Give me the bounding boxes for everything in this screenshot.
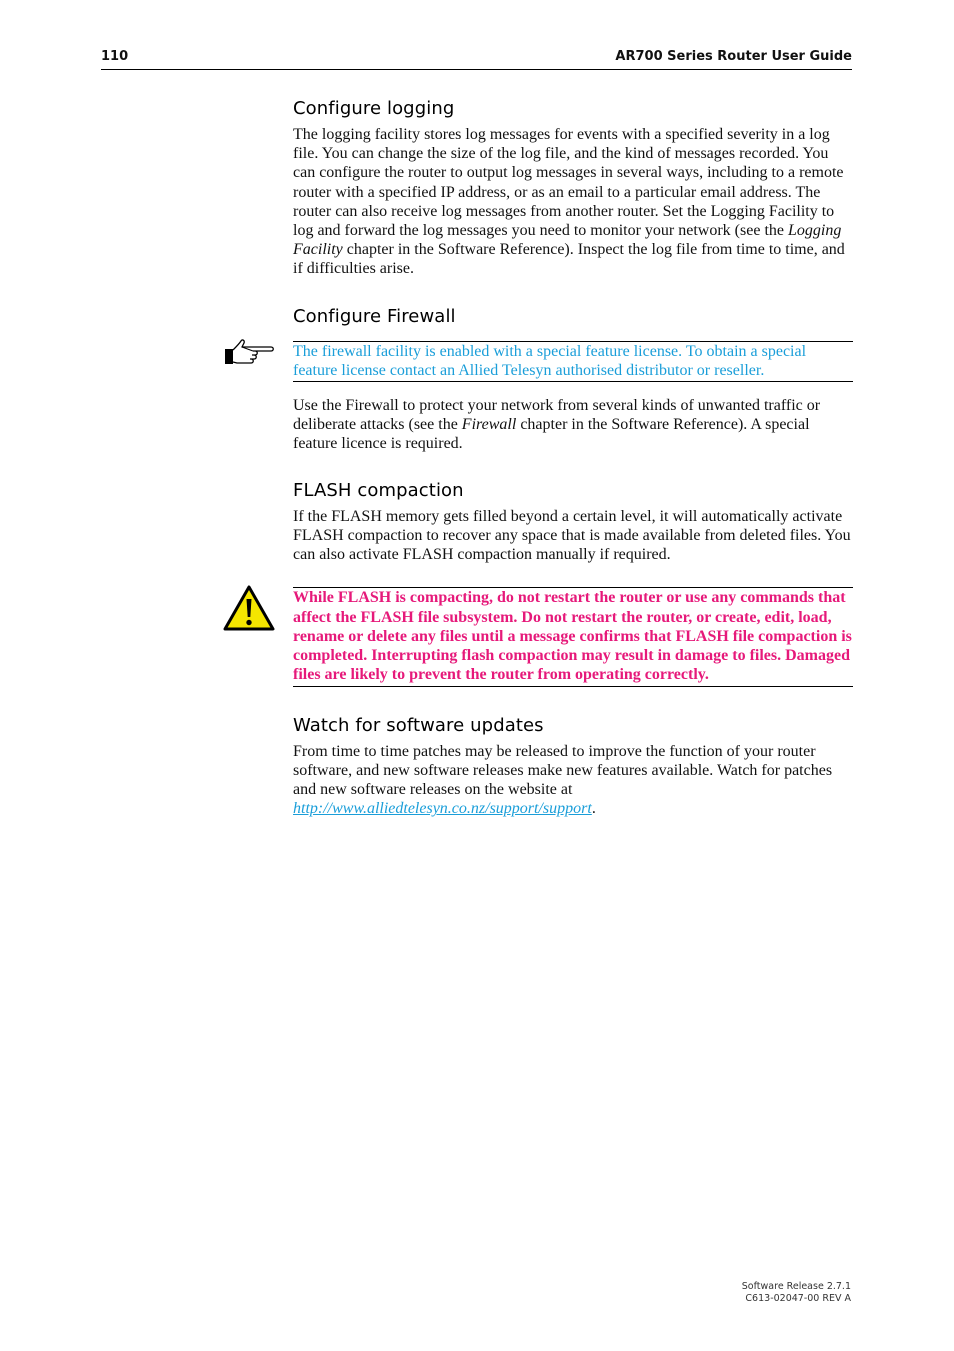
page-footer xyxy=(742,1281,851,1305)
flash-warning-text: While FLASH is compacting, do not restart the router or use any commands that affect the FLASH file subsystem. Do not restart the router, or create, edit, load, rename or delete any files until a message confirms that FLASH file compaction is completed. Interrupting flash compaction may result in damage to files. Damaged files are likely to prevent the router from operating correctly. xyxy=(293,589,852,684)
flash-warning xyxy=(293,587,853,686)
firewall-reference: Firewall xyxy=(461,416,517,434)
guide-title: AR700 Series Router User Guide xyxy=(615,49,852,64)
page-header xyxy=(101,48,852,70)
firewall-text-1: Use the Firewall to protect your network from several kinds of unwanted traffic or deliberate attacks (see the xyxy=(293,397,821,434)
pointing-hand-icon xyxy=(223,338,275,368)
section-configure-logging xyxy=(293,98,853,279)
firewall-note xyxy=(293,341,853,382)
updates-text-end: . xyxy=(591,800,596,818)
logging-text-2: chapter in the Software Reference). Inspect the log file from time to time, and if difficulties arise. xyxy=(293,241,845,278)
support-website-link[interactable]: http://www.alliedtelesyn.co.nz/support/support xyxy=(293,800,592,818)
section-flash-compaction xyxy=(293,480,853,687)
updates-paragraph xyxy=(293,742,853,819)
page-content xyxy=(293,98,853,846)
document-code: C613-02047-00 REV A xyxy=(745,1293,851,1304)
firewall-paragraph xyxy=(293,396,853,454)
flash-paragraph: If the FLASH memory gets filled beyond a certain level, it will automatically activate FLASH compaction to recover any space that is made available from deleted files. You can also activate FLASH compaction manually if required. xyxy=(293,507,851,564)
heading-configure-logging: Configure logging xyxy=(293,98,455,119)
firewall-text-2: chapter in the Software Reference). A special feature licence is required. xyxy=(293,416,810,453)
heading-configure-firewall: Configure Firewall xyxy=(293,305,456,327)
section-configure-firewall xyxy=(293,306,853,454)
logging-reference: Logging Facility xyxy=(293,222,842,259)
heading-software-updates: Watch for software updates xyxy=(293,714,544,736)
warning-triangle-icon xyxy=(223,584,275,632)
logging-text-1: The logging facility stores log messages for events with a specified severity in a log file. You can change the size of the log file, and the kind of messages recorded. You can configure the router to output log messages in several ways, including to a remote router with a specified IP address, or as an email to a particular email address. The router can also receive log messages from another router. Set the Logging Facility to log and forward the log messages you need to monitor your network (see the xyxy=(293,126,844,240)
updates-text: From time to time patches may be released to improve the function of your router software, and new software releases make new features available. Watch for patches and new software releases on the website at xyxy=(293,742,833,799)
logging-paragraph xyxy=(293,125,853,279)
section-software-updates xyxy=(293,715,853,819)
firewall-note-text: The firewall facility is enabled with a special feature license. To obtain a special feature license contact an Allied Telesyn authorised distributor or reseller. xyxy=(293,342,807,379)
heading-flash-compaction: FLASH compaction xyxy=(293,479,464,501)
software-release: Software Release 2.7.1 xyxy=(741,1281,851,1292)
page-number: 110 xyxy=(101,49,129,64)
